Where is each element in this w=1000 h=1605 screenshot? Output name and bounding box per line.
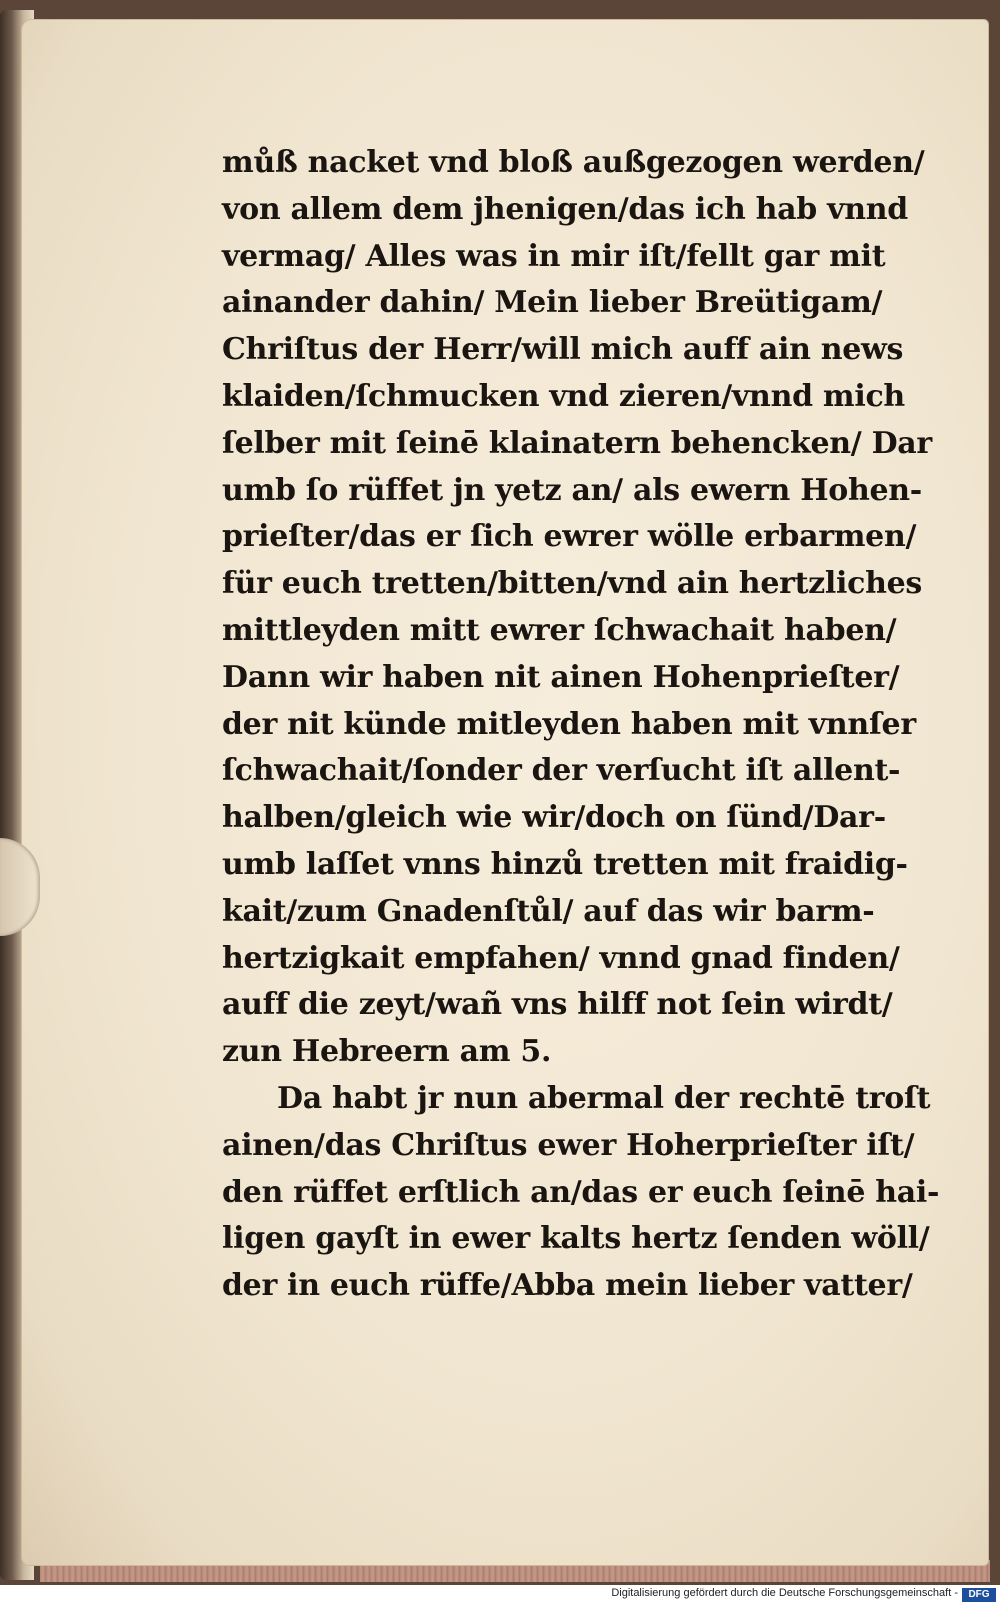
paragraph-start-line: Da habt jr nun abermal der rechtē troſt	[277, 1080, 931, 1116]
text-line: ſelber mit ſeinē klainatern behencken/ Dar	[222, 425, 932, 461]
text-line: ainen/das Chriſtus ewer Hoherprieſter iſt/	[222, 1127, 915, 1163]
text-line: der in euch rüffe/Abba mein lieber vatter/	[222, 1268, 913, 1304]
digitization-credit: Digitalisierung gefördert durch die Deutsche Forschungsgemeinschaft -	[611, 1587, 958, 1599]
text-line: der nit künde mitleyden haben mit vnnſer	[222, 706, 916, 742]
text-line: Dann wir haben nit ainen Hohenprieſter/	[222, 659, 900, 695]
text-line: Chriſtus der Herr/will mich auff ain news	[222, 332, 904, 368]
text-line: von allem dem jhenigen/das ich hab vnnd	[222, 191, 908, 227]
text-line: ligen gayſt in ewer kalts hertz ſenden wöll/	[222, 1221, 930, 1257]
text-line: hertzigkait empfahen/ vnnd gnad finden/	[222, 940, 900, 976]
text-line: umb ſo rüffet jn yetz an/ als ewern Hohen-	[222, 472, 922, 508]
dfg-logo: DFG	[962, 1588, 996, 1602]
book-page	[22, 20, 988, 1565]
text-line: ſchwachait/ſonder der verſucht iſt allent-	[222, 753, 901, 789]
text-line: zun Hebreern am 5.	[222, 1034, 552, 1070]
text-line: für euch tretten/bitten/vnd ain hertzliches	[222, 566, 922, 602]
text-line: mittleyden mitt ewrer ſchwachait haben/	[222, 612, 897, 648]
text-line: můß nacket vnd bloß außgezogen werden/	[222, 145, 925, 180]
text-line: ainander dahin/ Mein lieber Breütigam/	[222, 285, 883, 321]
text-line: prieſter/das er ſich ewrer wölle erbarmen/	[222, 519, 917, 555]
footer-bar	[0, 1585, 1000, 1605]
page-text	[222, 140, 992, 1310]
text-line: auff die zeyt/wañ vns hilff not ſein wirdt/	[222, 987, 893, 1023]
text-line: umb laſſet vnns hinzů tretten mit fraidig-	[222, 846, 908, 882]
text-line: klaiden/ſchmucken vnd zieren/vnnd mich	[222, 378, 905, 414]
text-line: vermag/ Alles was in mir iſt/fellt gar mit	[222, 238, 886, 274]
text-line: den rüffet erſtlich an/das er euch ſeinē hai-	[222, 1174, 940, 1210]
text-line: halben/gleich wie wir/doch on ſünd/Dar-	[222, 800, 886, 836]
text-line: kait/zum Gnadenſtůl/ auf das wir barm-	[222, 893, 875, 929]
